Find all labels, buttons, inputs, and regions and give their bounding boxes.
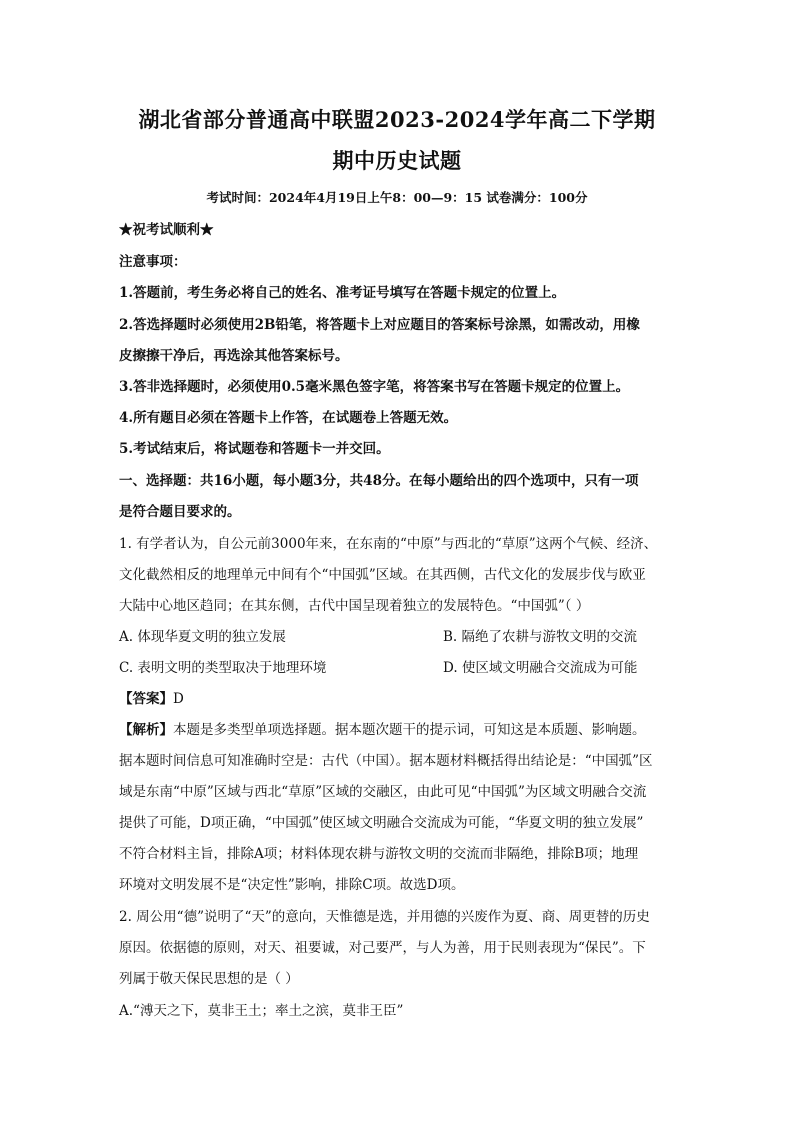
notice-item: 皮擦擦干净后，再选涂其他答案标号。 xyxy=(119,348,349,364)
question-stem: 列属于敬天保民思想的是（ ） xyxy=(119,971,299,987)
exam-title-line1: 湖北省部分普通高中联盟2023-2024学年高二下学期 xyxy=(138,107,656,132)
notice-item: 2.答选择题时必须使用2B铅笔，将答题卡上对应题目的答案标号涂黑，如需改动，用橡 xyxy=(119,317,640,333)
answer-line xyxy=(119,687,679,707)
analysis-text: 提供了可能，D项正确，“中国弧”使区域文明融合交流成为可能，“华夏文明的独立发展” xyxy=(119,815,644,831)
option-a: A. 体现华夏文明的独立发展 xyxy=(119,629,286,645)
option-c: C. 表明文明的类型取决于地理环境 xyxy=(119,660,327,676)
question-stem: 大陆中心地区趋同；在其东侧，古代中国呈现着独立的发展特色。“中国弧”（ ） xyxy=(119,598,590,614)
analysis-line xyxy=(119,718,679,738)
notice-item: 4.所有题目必须在答题卡上作答，在试题卷上答题无效。 xyxy=(119,410,458,426)
good-luck-line: ★祝考试顺利★ xyxy=(119,222,214,238)
analysis-text: 环境对文明发展不是“决定性”影响，排除C项。故选D项。 xyxy=(119,877,465,893)
answer-label: 【答案】 xyxy=(119,691,173,707)
exam-time-info: 考试时间：2024年4月19日上午8：00—9：15 试卷满分：100分 xyxy=(206,190,588,205)
notice-item: 3.答非选择题时，必须使用0.5毫米黑色签字笔，将答案书写在答题卡规定的位置上。 xyxy=(119,379,630,395)
analysis-label: 【解析】 xyxy=(119,722,173,738)
notice-heading: 注意事项： xyxy=(119,254,187,270)
notice-item: 1.答题前，考生务必将自己的姓名、准考证号填写在答题卡规定的位置上。 xyxy=(119,285,566,301)
analysis-text: 域是东南“中原”区域与西北“草原”区域的交融区，由此可见“中国弧”为区域文明融合交流 xyxy=(119,784,647,800)
analysis-text: 不符合材料主旨，排除A项；材料体现农耕与游牧文明的交流而非隔绝，排除B项；地理 xyxy=(119,846,639,862)
analysis-text: 据本题时间信息可知准确时空是：古代（中国）。据本题材料概括得出结论是：“中国弧”区 xyxy=(119,753,653,769)
exam-title-line2: 期中历史试题 xyxy=(332,148,462,173)
option-b: B. 隔绝了农耕与游牧文明的交流 xyxy=(443,629,638,645)
notice-item: 5.考试结束后，将试题卷和答题卡一并交回。 xyxy=(119,441,390,457)
question-stem: 文化截然相反的地理单元中间有个“中国弧”区域。在其西侧，古代文化的发展步伐与欧亚 xyxy=(119,567,646,583)
answer-value: D xyxy=(173,691,184,707)
question-stem: 1. 有学者认为，自公元前3000年来，在东南的“中原”与西北的“草原”这两个气候、经济、 xyxy=(119,536,658,552)
section-heading: 一、选择题：共16小题，每小题3分，共48分。在每小题给出的四个选项中，只有一项 xyxy=(119,473,639,489)
analysis-text: 本题是多类型单项选择题。据本题次题干的提示词，可知这是本质题、影响题。 xyxy=(173,722,646,738)
option-a: A.“溥天之下，莫非王土；率土之滨，莫非王臣” xyxy=(119,1003,404,1019)
option-d: D. 使区域文明融合交流成为可能 xyxy=(443,660,638,676)
section-heading: 是符合题目要求的。 xyxy=(119,504,241,520)
question-stem: 2. 周公用“德”说明了“天”的意向，天惟德是选，并用德的兴废作为夏、商、周更替的历史 xyxy=(119,909,650,925)
question-stem: 原因。依据德的原则，对天、祖要诚，对己要严，与人为善，用于民则表现为“保民”。下 xyxy=(119,940,646,956)
